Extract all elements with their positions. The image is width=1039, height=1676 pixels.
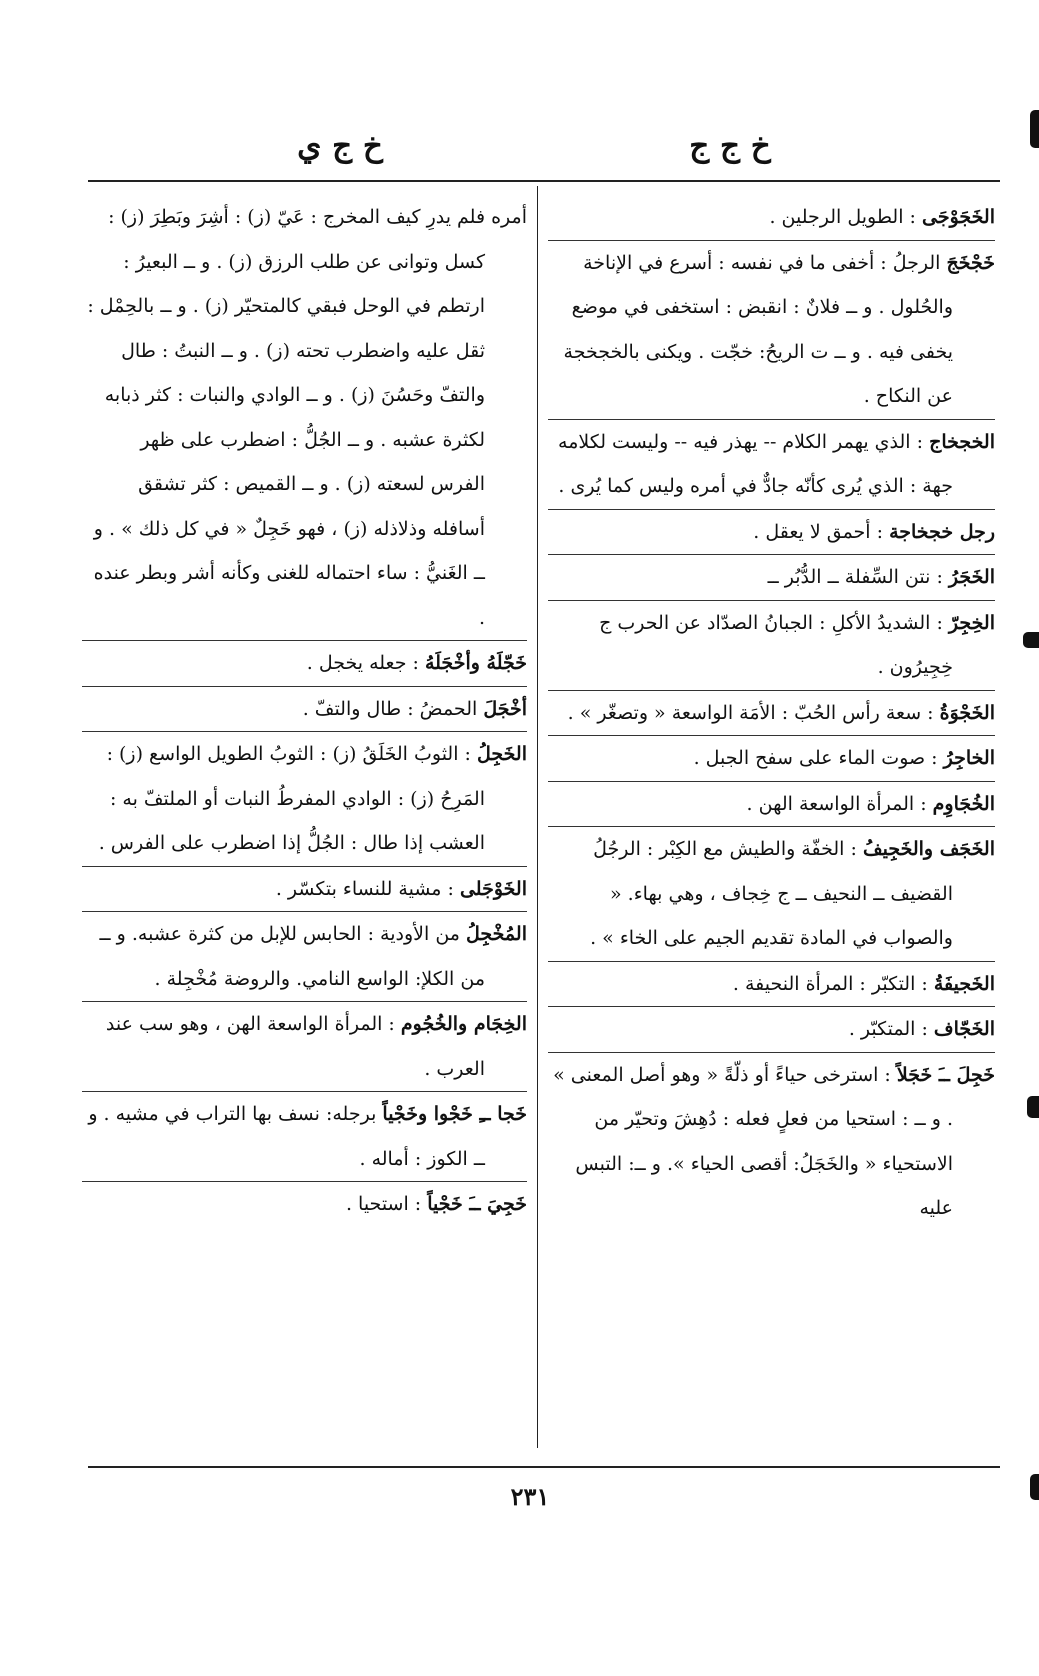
entry-definition: : سعة رأس الحُبّ : الأمَة الواسعة « وتصغّر » . bbox=[567, 701, 934, 724]
dictionary-entry bbox=[548, 1052, 995, 1231]
column-divider bbox=[537, 186, 538, 1448]
entry-definition: : الطويل الرجلين . bbox=[769, 206, 916, 228]
dictionary-entry bbox=[548, 509, 995, 555]
footer-rule bbox=[88, 1466, 1000, 1468]
entry-headword: الخَجيفَةُ bbox=[933, 972, 995, 995]
running-head-left: خ ج ي bbox=[297, 128, 383, 164]
entry-headword: رجل خجخاجة bbox=[889, 520, 995, 543]
entry-headword: الخِجَام والخُجُوم bbox=[400, 1013, 527, 1035]
entry-definition: : استحيا . bbox=[345, 1193, 422, 1215]
entry-definition: : الشديدُ الأكلِ : الجبانُ الصدّاد عن الحرب ج خِجِيرُون . bbox=[599, 611, 953, 678]
dictionary-entry bbox=[548, 735, 995, 781]
entry-headword: الخُجَاوِم bbox=[932, 792, 995, 815]
dictionary-entry bbox=[82, 1001, 527, 1091]
entry-definition: : أحمق لا يعقل . bbox=[753, 520, 884, 543]
entry-headword: خَجِلَ ــَ خَجَلاً bbox=[896, 1063, 995, 1086]
page-number: ٢٣١ bbox=[510, 1482, 550, 1511]
edge-mark bbox=[1030, 1474, 1039, 1500]
entry-headword: خَجْخَجَ bbox=[946, 251, 995, 274]
entry-headword: الخاجِرُ bbox=[943, 747, 995, 769]
entry-definition: الرجلُ : أخفى ما في نفسه : أسرع في الإناخة والحُلول . و ــ فلانٌ : انقبض : استخفى في موضع يخفى فيه . و ــ ت الريحُ: خجّت . ويكنى بالخجخجة عن النكاح . bbox=[563, 251, 953, 407]
dictionary-entry bbox=[548, 690, 995, 736]
dictionary-entry bbox=[82, 731, 527, 866]
entry-headword: الخَجْوَةُ bbox=[939, 701, 995, 724]
entry-definition: برجله: نسف بها التراب في مشيه . و ــ الكوز : أماله . bbox=[88, 1103, 485, 1170]
dictionary-entry bbox=[82, 911, 527, 1001]
dictionary-entry bbox=[548, 600, 995, 690]
dictionary-entry bbox=[82, 1091, 527, 1181]
dictionary-entry bbox=[82, 686, 527, 732]
entry-headword: الخِجِرّ bbox=[948, 611, 995, 634]
entry-headword: أخْجَلَ bbox=[483, 697, 527, 720]
edge-mark bbox=[1023, 632, 1039, 648]
entry-definition: الحمضُ : طال والتفّ . bbox=[302, 697, 478, 720]
entry-definition: : المرأة الواسعة الهن . bbox=[746, 792, 927, 815]
dictionary-entry bbox=[548, 826, 995, 961]
entry-definition: : الخفّة والطيش مع الكِبْر : الرجُلُ القضيف ــ النحيف ــ ج خِجاف ، وهي بهاء. « والصواب في المادة تقديم الجيم على الخاء » . bbox=[590, 838, 953, 949]
entry-headword: الخَجَوْجَى bbox=[922, 206, 995, 228]
dictionary-entry bbox=[548, 1006, 995, 1052]
entry-definition: : الثوبُ الخَلَقُ (ز) : الثوبُ الطويل الواسع (ز) : المَرِحُ (ز) : الوادي المفرطُ النبات أو الملتفّ به : العشب إذا طال : الجُلُّ إذا اضطرب على الفرس . bbox=[98, 743, 485, 854]
entry-headword: خَجِيَ ــَ خَجْياً bbox=[427, 1193, 527, 1215]
entry-headword: الخَوْجَلى bbox=[459, 877, 527, 900]
entry-definition: : المرأة الواسعة الهن ، وهو سب عند العرب . bbox=[105, 1013, 485, 1080]
right-column bbox=[548, 195, 995, 1231]
entry-definition: : مشية للنساء بتكسّر . bbox=[275, 877, 454, 900]
entry-headword: الخَجِلُ bbox=[477, 743, 527, 765]
running-head-right: خ ج ج bbox=[689, 128, 771, 164]
entry-definition: : جعله يخجل . bbox=[306, 652, 419, 674]
entry-definition: : صوت الماء على سفح الجبل . bbox=[693, 747, 938, 769]
entry-headword: خَجا ــِ خَجْوا وخَجْياً bbox=[382, 1103, 527, 1125]
entry-headword: الخَجَف والخَجِيفُ bbox=[862, 838, 995, 860]
edge-mark bbox=[1030, 110, 1039, 148]
entry-headword: الخجخاج bbox=[929, 430, 995, 453]
entry-definition: : الذي يهمر الكلام -- يهذر فيه -- وليست لكلامه جهة : الذي يُرى كأنّه جادٌّ في أمره وليس كما يُرى . bbox=[558, 430, 953, 497]
dictionary-entry bbox=[82, 866, 527, 912]
edge-mark bbox=[1027, 1096, 1039, 1118]
dictionary-entry bbox=[82, 640, 527, 686]
entry-headword: الخَجَرُ bbox=[948, 566, 995, 588]
entry-headword: خَجّلَهُ وأخْجَلَهُ bbox=[424, 652, 527, 674]
entry-definition: : التكبّر : المرأة النحيفة . bbox=[732, 972, 928, 995]
left-column bbox=[82, 195, 527, 1227]
dictionary-entry bbox=[548, 554, 995, 600]
dictionary-entry bbox=[548, 240, 995, 419]
dictionary-entry bbox=[82, 195, 527, 640]
entry-definition: : نتن السِّفلة ــ الدُّبُر ــ bbox=[767, 566, 943, 588]
entry-definition: : استرخى حياءً أو ذلّةً « وهو أصل المعنى » . و ــ : استحيا من فعلٍ فعله : دُهِشَ وتحيّر من الاستحياء « والخَجَلُ: أقصى الحياء ». و ــ: التبس عليه bbox=[553, 1063, 953, 1219]
dictionary-entry bbox=[82, 1181, 527, 1227]
header-rule bbox=[88, 180, 1000, 182]
dictionary-entry bbox=[548, 195, 995, 240]
dictionary-entry bbox=[548, 419, 995, 509]
dictionary-entry bbox=[548, 781, 995, 827]
entry-headword: الخَجّاف bbox=[933, 1018, 995, 1040]
dictionary-entry bbox=[548, 961, 995, 1007]
entry-headword: المُخْجِلُ bbox=[466, 923, 527, 945]
entry-definition: أمره فلم يدرِ كيف المخرج : عَيّ (ز) : أشِرَ وبَطِرَ (ز) : كسل وتوانى عن طلب الرزق (ز) . و ــ البعيرُ : ارتطم في الوحل فبقي كالمتحيّر (ز) . و ــ بالحِمْل : ثقل عليه واضطرب تحته (ز) . و ــ النبتُ : طال والتفّ وحَسُنَ (ز) . و ــ الوادي والنبات : كثر ذبابه لكثرة عشبه . و ــ الجُلُّ : اضطرب على ظهر الفرس لسعته (ز) . و ــ القميص : كثر تشقق أسافله وذلاذله (ز) ، فهو خَجِلٌ « في كل ذلك » . و ــ الغَنيُّ : ساء احتماله للغنى وكأنه أشر وبطر عنده . bbox=[87, 206, 527, 629]
entry-definition: : المتكبّر . bbox=[848, 1018, 928, 1040]
entry-definition: من الأودية : الحابس للإبل من كثرة عشبه. و ــ من الكلإ: الواسع النامي. والروضة مُخْجِلة . bbox=[99, 923, 485, 990]
